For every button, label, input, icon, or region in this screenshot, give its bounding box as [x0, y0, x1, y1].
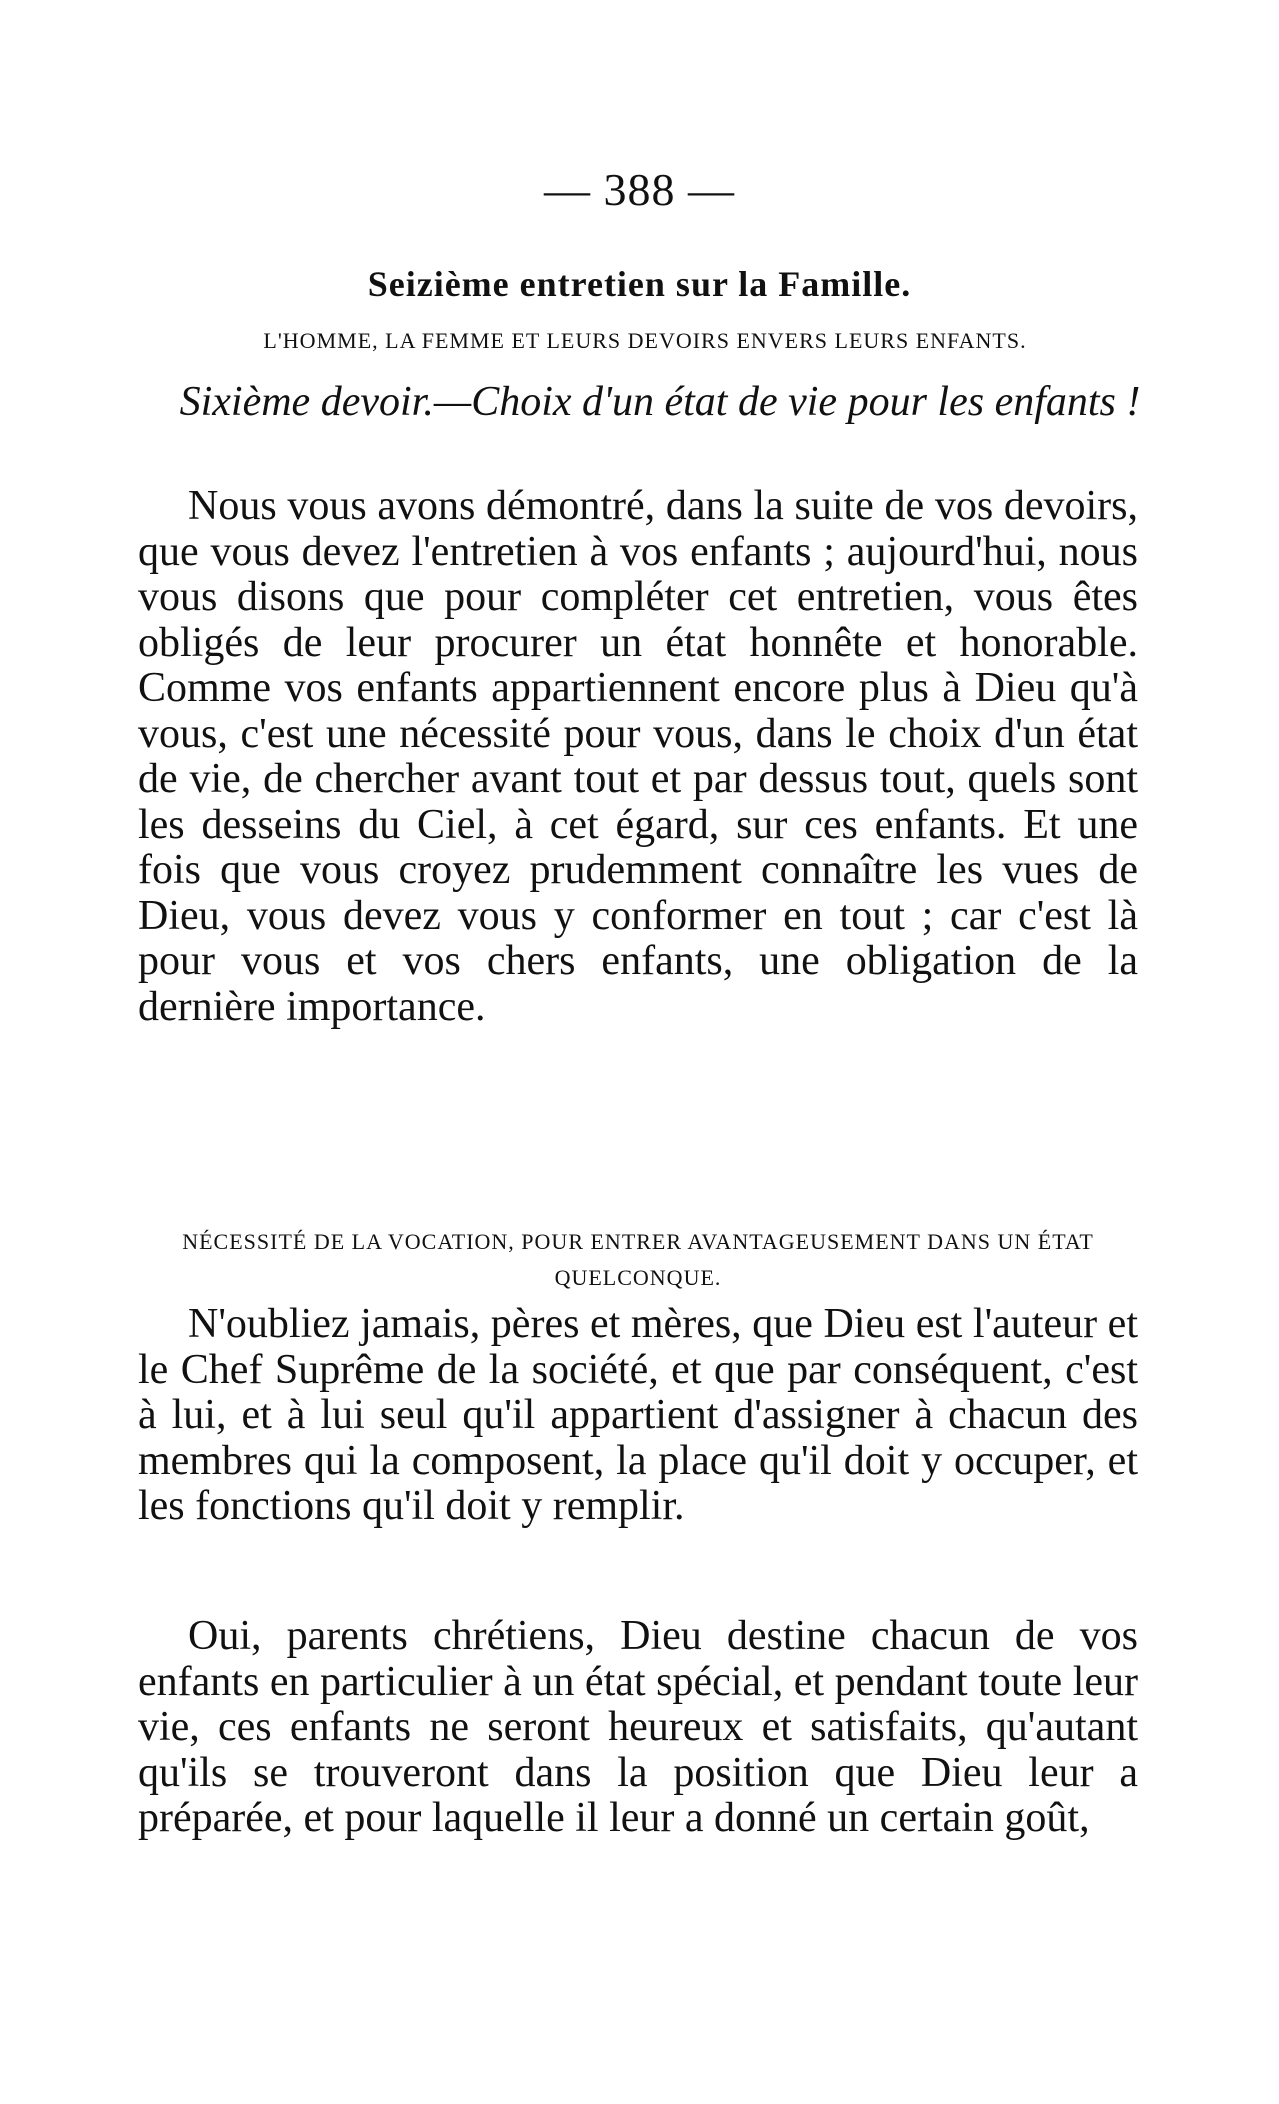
page-number: — 388 — [544, 164, 735, 215]
section-heading: Sixième devoir.—Choix d'un état de vie pour les enfants ! [179, 379, 1141, 425]
chapter-subtitle: L'HOMME, LA FEMME ET LEURS DEVOIRS ENVERS LEURS ENFANTS. [263, 328, 1027, 353]
paragraph-3: Oui, parents chrétiens, Dieu destine chacun de vos enfants en particulier à un état spécial, et pendant toute leur vie, ces enfants ne seront heureux et satisfaits, qu'autant qu'ils se trouveront dans la position que Dieu leur a préparée, et pour laquelle il leur a donné un certain goût, [138, 1613, 1138, 1841]
chapter-title: Seizième entretien sur la Famille. [367, 264, 912, 304]
paragraph-2: N'oubliez jamais, pères et mères, que Dieu est l'auteur et le Chef Suprême de la société, et que par conséquent, c'est à lui, et à lui seul qu'il appartient d'assigner à chacun des membres qui la composent, la place qu'il doit y occuper, et les fonctions qu'il doit y remplir. [138, 1301, 1138, 1529]
subheading-vocation: NÉCESSITÉ DE LA VOCATION, POUR ENTRER AVANTAGEUSEMENT DANS UN ÉTAT QUELCONQUE. [182, 1229, 1094, 1290]
paragraph-1: Nous vous avons démontré, dans la suite de vos devoirs, que vous devez l'entretien à vos enfants ; aujourd'hui, nous vous disons que pour compléter cet entretien, vous êtes obligés de leur procurer un état honnête et honorable. Comme vos enfants appartiennent encore plus à Dieu qu'à vous, c'est une nécessité pour vous, dans le choix d'un état de vie, de chercher avant tout et par dessus tout, quels sont les desseins du Ciel, à cet égard, sur ces enfants. Et une fois que vous croyez prudemment connaître les vues de Dieu, vous devez vous y conformer en tout ; car c'est là pour vous et vos chers enfants, une obligation de la dernière importance. [138, 483, 1138, 1030]
